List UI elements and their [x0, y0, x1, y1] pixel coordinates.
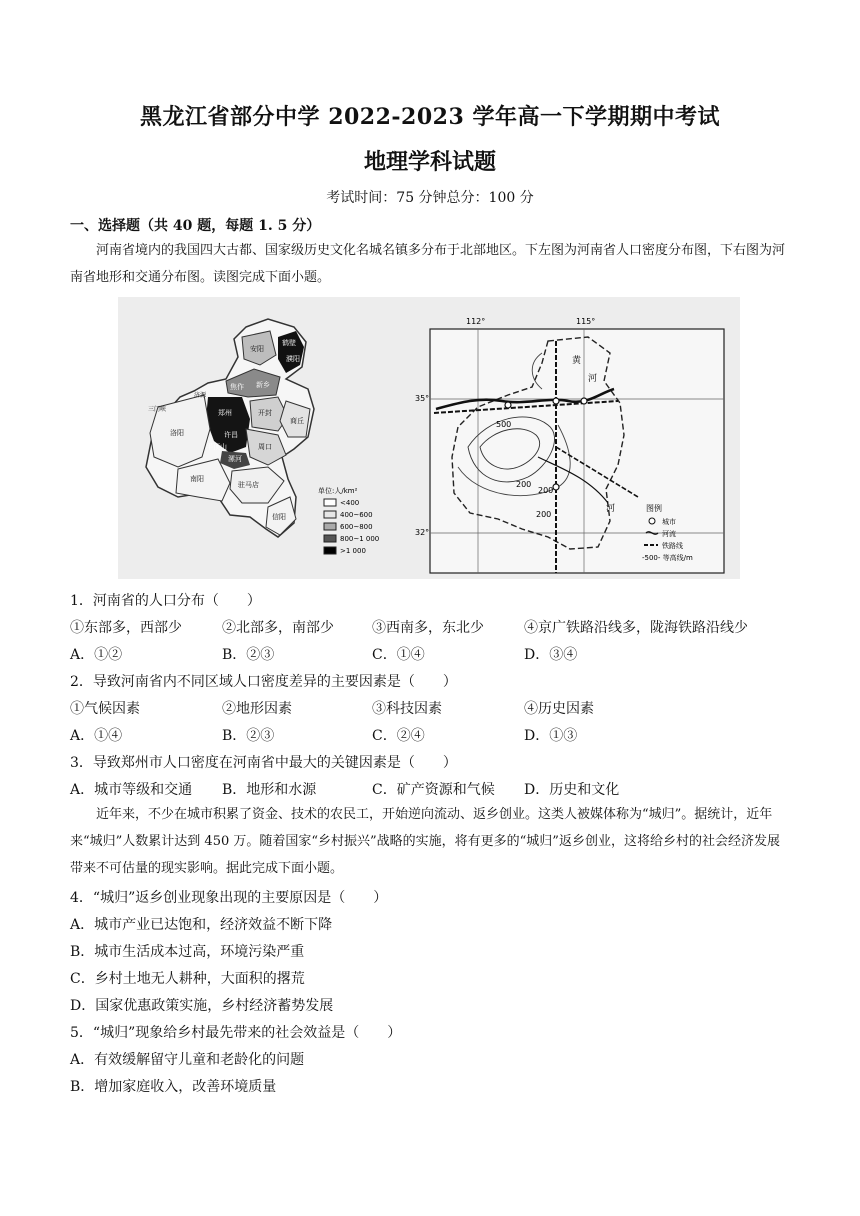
q2-option-c[interactable]: C．②④ — [372, 728, 425, 744]
city-label: 驻马店 — [238, 481, 259, 489]
latitude-label: 32° — [415, 528, 430, 537]
map-figure-svg — [118, 297, 740, 579]
exam-info: 考试时间：75 分钟总分：100 分 — [326, 190, 534, 206]
q4-option-c[interactable]: C．乡村土地无人耕种，大面积的撂荒 — [70, 971, 305, 987]
q2-option-b[interactable]: B．②③ — [222, 728, 275, 744]
q1-option-d[interactable]: D．③④ — [524, 647, 578, 663]
terrain-legend-title: 图例 — [646, 504, 662, 513]
population-density-map — [146, 319, 379, 555]
section-heading: 一、选择题（共 40 题，每题 1. 5 分） — [70, 218, 321, 234]
city-label: 商丘 — [290, 417, 304, 425]
exam-title: 黑龙江省部分中学 2022-2023 学年高一下学期期中考试 — [140, 104, 720, 130]
map-figure — [118, 297, 740, 579]
q1-statement: ①东部多，西部少 — [70, 620, 182, 636]
q2-option-a[interactable]: A．①④ — [70, 728, 123, 744]
legend-swatch — [324, 511, 336, 518]
legend-label: 800~1 000 — [340, 535, 380, 543]
q3-option-d[interactable]: D．历史和文化 — [524, 782, 620, 798]
q4-option-a[interactable]: A．城市产业已达饱和，经济效益不断下降 — [70, 917, 333, 933]
passage-chenggui: 近年来，不少在城市积累了资金、技术的农民工，开始逆向流动、返乡创业。这类人被媒体称为“城归”。据统计，近年来“城归”人数累计达到 450 万。随着国家“乡村振兴”战略的实施，将有更多的“城归”返乡创业，这将给乡村的社会经济发展带来不可估量的现实影响。据此完成下面小题。 — [70, 807, 780, 876]
density-legend-title: 单位:人/km² — [318, 487, 358, 495]
q2-statement: ②地形因素 — [222, 701, 292, 717]
city-label: 洛阳 — [170, 429, 184, 437]
city-label: 三门峡 — [148, 406, 167, 413]
passage-henan: 河南省境内的我国四大古都、国家级历史文化名城名镇多分布于北部地区。下左图为河南省人口密度分布图，下右图为河南省地形和交通分布图。读图完成下面小题。 — [70, 243, 786, 285]
legend-swatch — [324, 499, 336, 506]
q5-option-a[interactable]: A．有效缓解留守儿童和老龄化的问题 — [70, 1052, 305, 1068]
q1-statement: ④京广铁路沿线多，陇海铁路沿线少 — [524, 620, 748, 636]
legend-label: >1 000 — [340, 547, 366, 555]
q5-option-b[interactable]: B．增加家庭收入，改善环境质量 — [70, 1079, 277, 1095]
contour-label: 200 — [538, 486, 554, 495]
q1-option-a[interactable]: A．①② — [70, 647, 123, 663]
legend-label: 河流 — [662, 530, 676, 538]
city-label: 鹤壁 — [282, 339, 296, 347]
q3-option-c[interactable]: C．矿产资源和气候 — [372, 782, 495, 798]
city-label: 濮阳 — [286, 355, 300, 363]
terrain-transport-map — [415, 317, 724, 573]
legend-swatch — [324, 523, 336, 530]
question-4-stem: 4．“城归”返乡创业现象出现的主要原因是（ ） — [70, 890, 388, 906]
city-label: 安阳 — [250, 345, 264, 353]
q3-option-a[interactable]: A．城市等级和交通 — [70, 782, 193, 798]
question-3-stem: 3．导致郑州市人口密度在河南省中最大的关键因素是（ ） — [70, 755, 457, 771]
legend-label: 铁路线 — [662, 542, 683, 550]
longitude-label: 115° — [576, 317, 596, 326]
legend-label: <400 — [340, 499, 360, 507]
q4-option-b[interactable]: B．城市生活成本过高，环境污染严重 — [70, 944, 305, 960]
river-label: 河 — [588, 374, 598, 384]
city-label: 开封 — [258, 409, 272, 417]
city-label: 漯河 — [228, 455, 242, 463]
q1-option-b[interactable]: B．②③ — [222, 647, 275, 663]
q1-statement: ③西南多，东北少 — [372, 620, 484, 636]
legend-swatch — [324, 535, 336, 542]
city-label: 信阳 — [272, 513, 286, 521]
question-1-stem: 1．河南省的人口分布（ ） — [70, 593, 261, 609]
q2-statement: ③科技因素 — [372, 701, 442, 717]
latitude-label: 35° — [415, 394, 430, 403]
city-label: 新乡 — [256, 381, 270, 389]
city-label: 许昌 — [224, 431, 238, 439]
river-label: 黄 — [572, 356, 582, 366]
city-label: 济源 — [194, 392, 207, 399]
q2-statement: ④历史因素 — [524, 701, 594, 717]
city-label: 郑州 — [218, 409, 232, 417]
longitude-label: 112° — [466, 317, 486, 326]
legend-label: -500- 等高线/m — [642, 554, 693, 562]
q3-option-b[interactable]: B．地形和水源 — [222, 782, 317, 798]
density-legend — [324, 499, 379, 555]
contour-label: 200 — [536, 510, 552, 519]
legend-label: 600~800 — [340, 523, 373, 531]
q1-statement: ②北部多，南部少 — [222, 620, 334, 636]
river-label: 河 — [606, 504, 616, 514]
legend-label: 城市 — [662, 518, 676, 526]
q4-option-d[interactable]: D．国家优惠政策实施，乡村经济蓄势发展 — [70, 998, 334, 1014]
city-label: 平顶山 — [206, 443, 227, 451]
contour-label: 500 — [496, 420, 512, 429]
question-2-stem: 2．导致河南省内不同区域人口密度差异的主要因素是（ ） — [70, 674, 457, 690]
legend-swatch — [324, 547, 336, 554]
legend-label: 400~600 — [340, 511, 373, 519]
q2-statement: ①气候因素 — [70, 701, 140, 717]
city-label: 焦作 — [230, 383, 244, 391]
contour-label: 200 — [516, 480, 532, 489]
city-label: 周口 — [258, 443, 272, 451]
q1-option-c[interactable]: C．①④ — [372, 647, 425, 663]
city-label: 南阳 — [190, 475, 204, 483]
exam-subtitle: 地理学科试题 — [363, 149, 496, 175]
legend-city-symbol — [649, 518, 655, 524]
q2-option-d[interactable]: D．①③ — [524, 728, 578, 744]
question-5-stem: 5．“城归”现象给乡村最先带来的社会效益是（ ） — [70, 1025, 402, 1041]
